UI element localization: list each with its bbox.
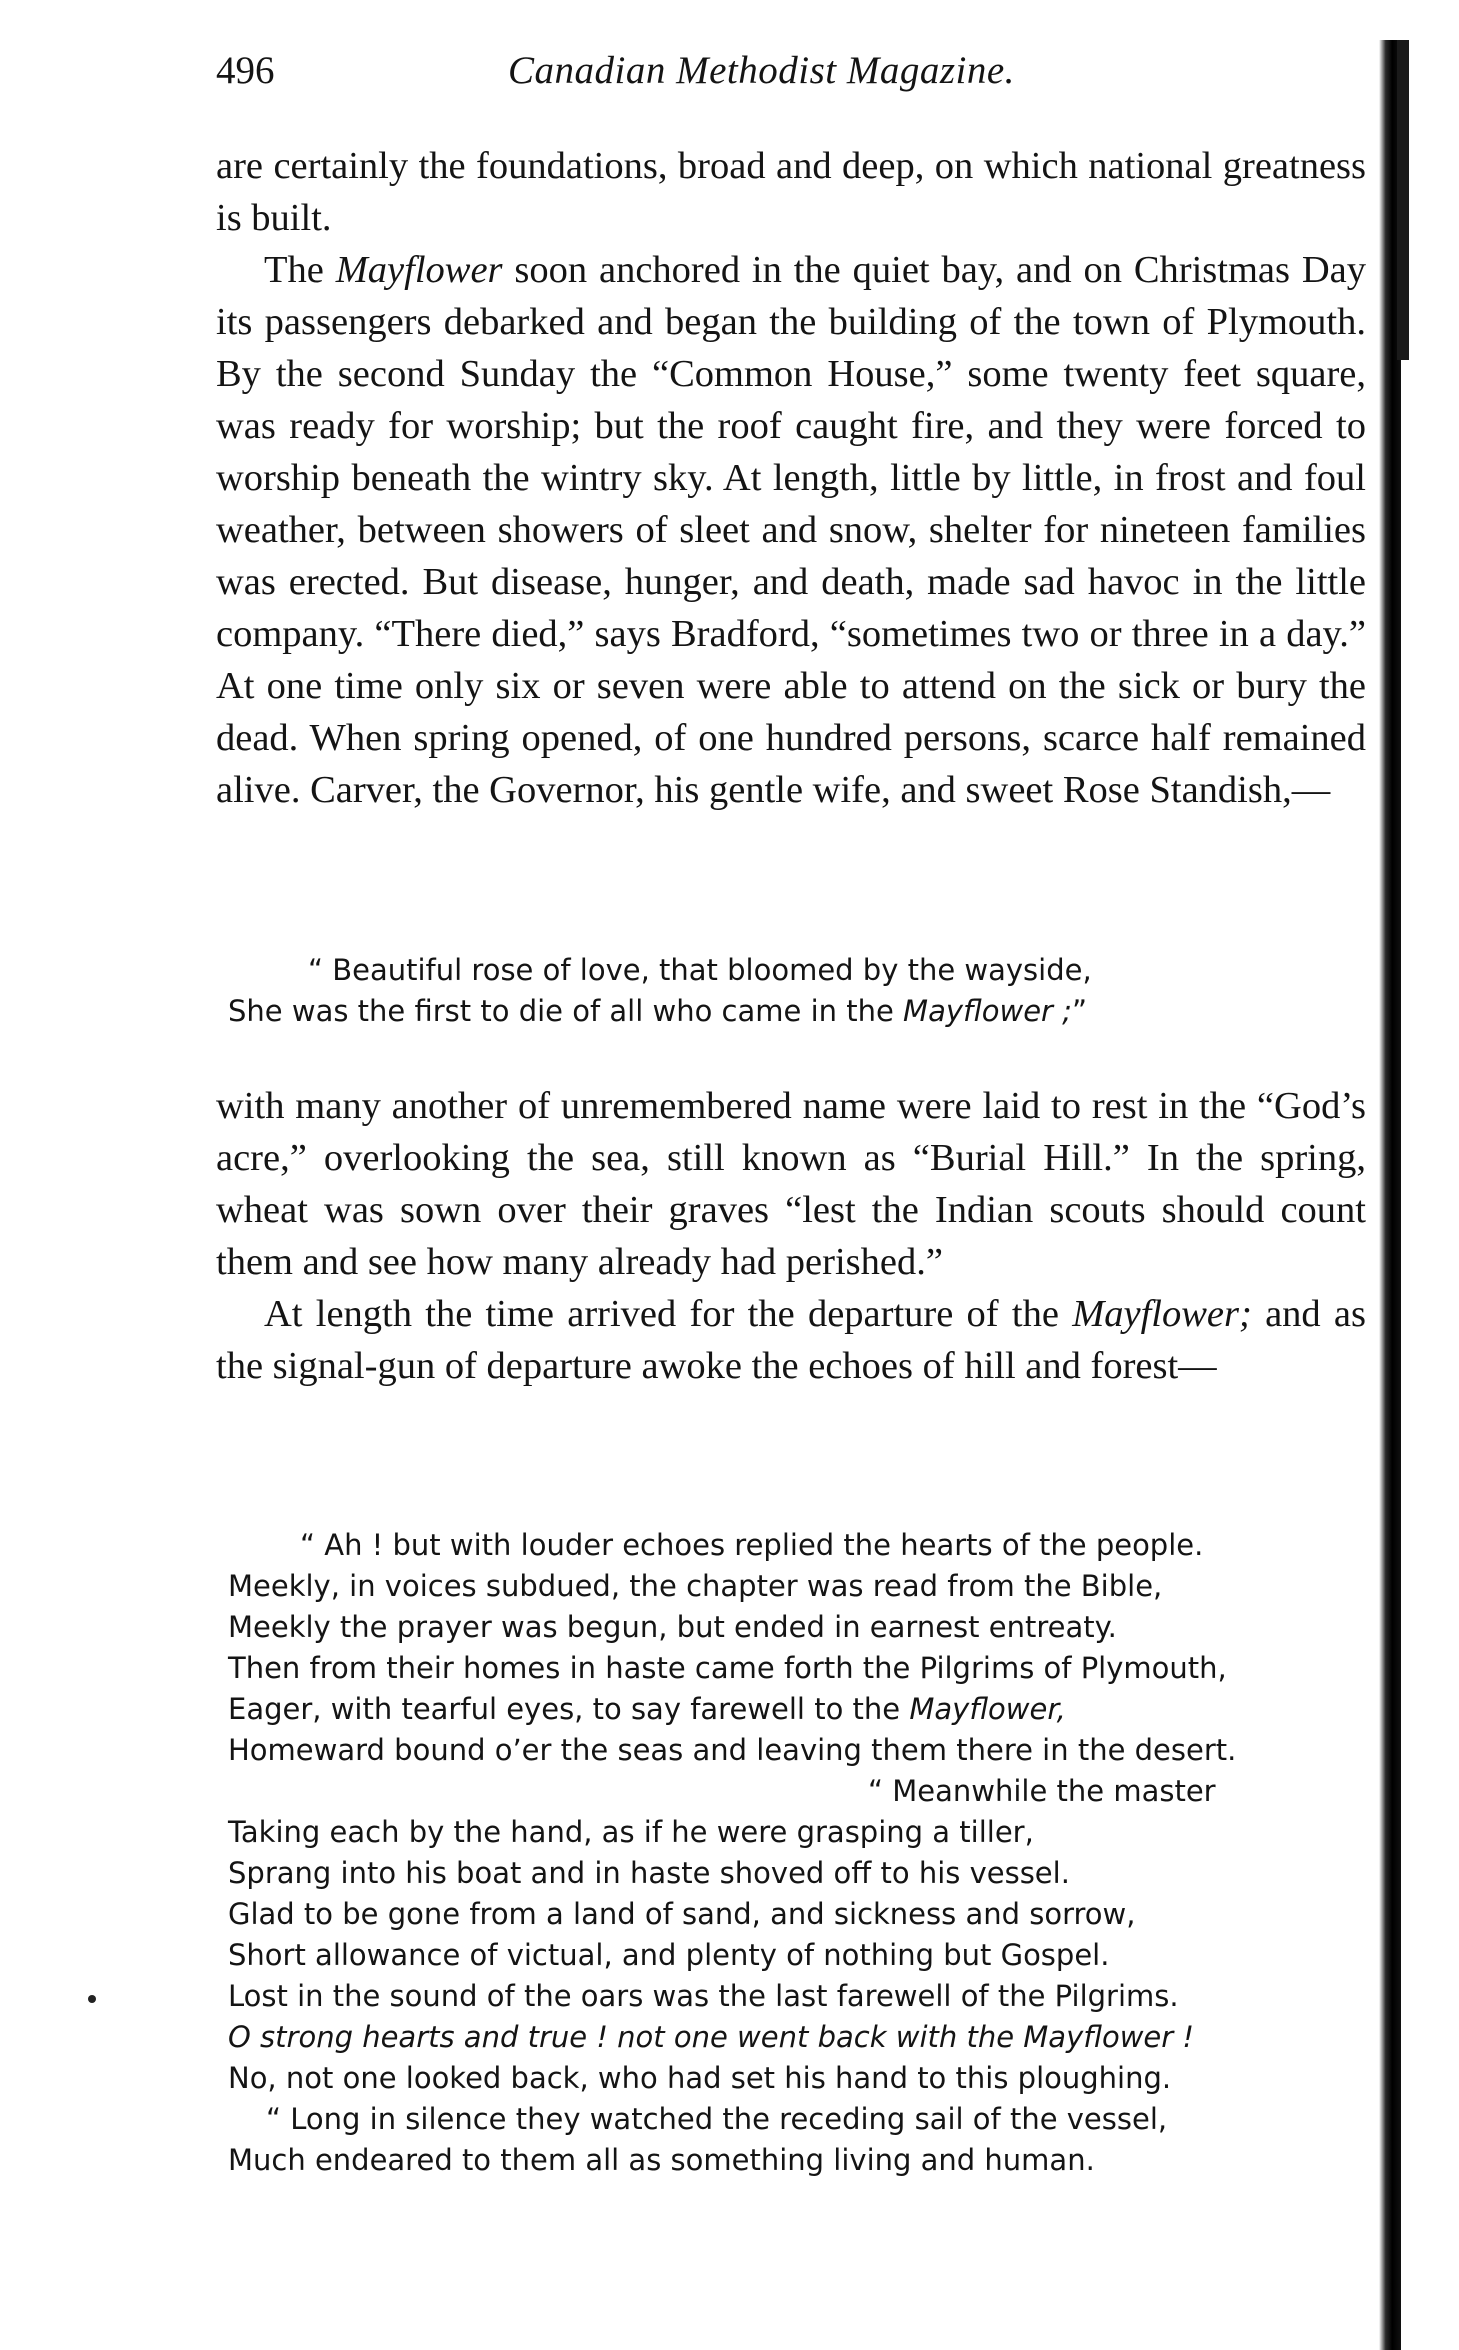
paragraph-departure [216, 1288, 1366, 1392]
verse-text: She was the first to die of all who came in the [228, 994, 904, 1028]
verse-quote-2 [228, 1525, 1236, 2181]
verse-line: Meekly, in voices subdued, the chapter was read from the Bible, [228, 1569, 1163, 1603]
ship-name: Mayflower ; [903, 994, 1072, 1028]
verse-line [228, 1689, 1236, 1730]
paragraph-text: and as the signal-gun of departure awoke the echoes of hill and forest— [216, 1293, 1366, 1387]
verse-text: ” [1071, 994, 1087, 1028]
paragraph-mayflower-anchored [216, 244, 1366, 816]
verse-text: Eager, with tearful eyes, to say farewell to the [228, 1692, 910, 1726]
paragraph-continuation: are certainly the foundations, broad and deep, on which national greatness is built. [216, 145, 1366, 239]
verse-line: “ Beautiful rose of love, that bloomed by the wayside, [308, 953, 1092, 987]
ship-name: Mayflower, [909, 1692, 1066, 1726]
binding-shadow [1379, 40, 1401, 2350]
verse-line [228, 991, 1092, 1032]
verse-line: “ Long in silence they watched the receding sail of the vessel, [266, 2102, 1168, 2136]
page-number: 496 [216, 49, 275, 92]
verse-line: O strong hearts and true ! not one went back with the Mayflower ! [228, 2020, 1195, 2054]
verse-quote-1 [228, 950, 1092, 1032]
verse-line: Then from their homes in haste came forth the Pilgrims of Plymouth, [228, 1651, 1227, 1685]
verse-line: “ Ah ! but with louder echoes replied the hearts of the people. [300, 1528, 1204, 1562]
prose-block-2 [216, 1080, 1366, 1392]
paragraph-text: The [264, 249, 336, 291]
verse-line: Lost in the sound of the oars was the last farewell of the Pilgrims. [228, 1979, 1179, 2013]
verse-line: “ Meanwhile the master [868, 1774, 1216, 1808]
running-title: Canadian Methodist Magazine. [508, 49, 1015, 92]
ship-name: Mayflower; [1072, 1293, 1252, 1335]
verse-line: Glad to be gone from a land of sand, and sickness and sorrow, [228, 1897, 1136, 1931]
binding-shadow-top [1397, 40, 1409, 360]
verse-line: Meekly the prayer was begun, but ended in earnest entreaty. [228, 1610, 1117, 1644]
paragraph-text: soon anchored in the quiet bay, and on Christmas Day its passengers debarked and began the building of the town of Plymouth. By the second Sunday the “Common House,” some twenty feet square, was ready for worship; but the roof caught fire, and they were forced to worship beneath the wintry sky. At length, little by little, in frost and foul weather, between showers of sleet and snow, shelter for nineteen families was erected. But disease, hunger, and death, made sad havoc in the little company. “There died,” says Bradford, “sometimes two or three in a day.” At one time only six or seven were able to attend on the sick or bury the dead. When spring opened, of one hundred persons, scarce half remained alive. Carver, the Governor, his gentle wife, and sweet Rose Standish,— [216, 249, 1366, 811]
verse-line: Short allowance of victual, and plenty of nothing but Gospel. [228, 1938, 1110, 1972]
verse-line: Sprang into his boat and in haste shoved off to his vessel. [228, 1856, 1070, 1890]
verse-line: No, not one looked back, who had set his hand to this ploughing. [228, 2061, 1172, 2095]
ship-name: Mayflower [335, 249, 503, 291]
verse-line: Much endeared to them all as something living and human. [228, 2143, 1095, 2177]
ink-speck [88, 1995, 96, 2003]
paragraph-burial-hill: with many another of unremembered name were laid to rest in the “God’s acre,” overlooking the sea, still known as “Burial Hill.” In the spring, wheat was sown over their graves “lest the Indian scouts should count them and see how many already had perished.” [216, 1085, 1366, 1283]
verse-line: Taking each by the hand, as if he were grasping a tiller, [228, 1815, 1034, 1849]
paragraph-text: At length the time arrived for the departure of the [264, 1293, 1073, 1335]
page-header [216, 48, 1366, 108]
prose-block-1 [216, 140, 1366, 816]
verse-line: Homeward bound o’er the seas and leaving them there in the desert. [228, 1733, 1237, 1767]
